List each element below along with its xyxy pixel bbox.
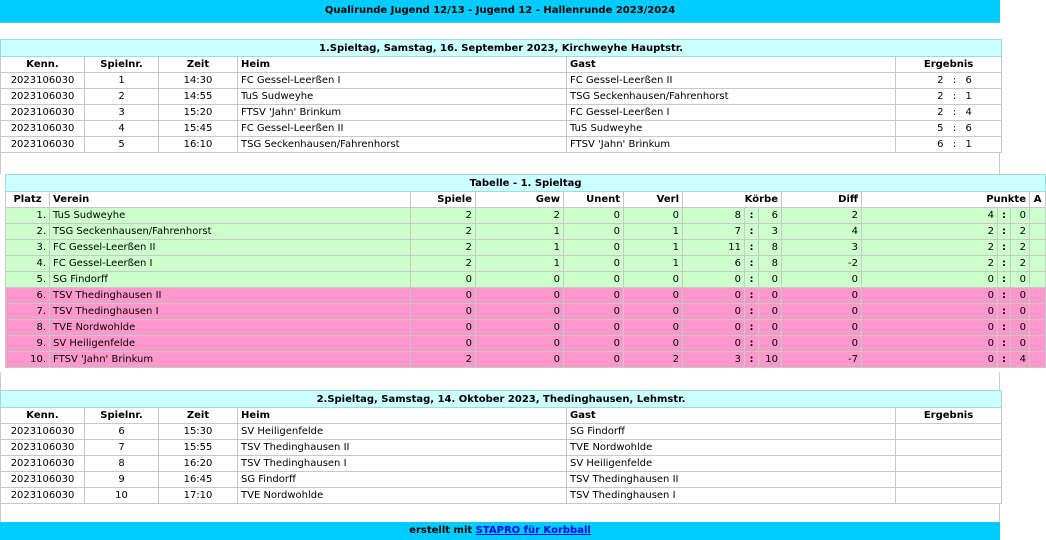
row-gew: 1: [476, 240, 564, 256]
row-punkte-sep: :: [998, 352, 1011, 368]
game-row: [1, 121, 1002, 137]
row-gew: 0: [476, 304, 564, 320]
game-gast: FC Gessel-Leerßen I: [567, 105, 896, 121]
row-koerbe-for: 8: [683, 208, 745, 224]
game-score-away: 4: [964, 105, 1002, 121]
game-gast: TuS Sudweyhe: [567, 121, 896, 137]
row-punkte-sep: :: [998, 208, 1011, 224]
row-unent: 0: [564, 272, 624, 288]
game-heim: SG Findorff: [238, 472, 567, 488]
row-koerbe-against: 0: [759, 304, 782, 320]
row-punkte-minus: 2: [1011, 224, 1030, 240]
row-platz: 5.: [6, 272, 50, 288]
row-verein: TVE Nordwohlde: [50, 320, 411, 336]
row-punkte-plus: 0: [862, 304, 998, 320]
game-heim: FC Gessel-Leerßen II: [238, 121, 567, 137]
row-spiele: 0: [411, 304, 476, 320]
row-koerbe-for: 0: [683, 272, 745, 288]
game-zeit: 16:10: [159, 137, 238, 153]
col-ergebnis: Ergebnis: [896, 408, 1002, 424]
row-spiele: 0: [411, 336, 476, 352]
page-footer: [0, 522, 1000, 540]
row-platz: 3.: [6, 240, 50, 256]
row-koerbe-against: 10: [759, 352, 782, 368]
row-unent: 0: [564, 352, 624, 368]
game-kenn: 2023106030: [1, 424, 85, 440]
game-row: [1, 137, 1002, 153]
col-unent: Unent: [564, 192, 624, 208]
row-punkte-plus: 4: [862, 208, 998, 224]
row-koerbe-for: 7: [683, 224, 745, 240]
game-heim: FTSV 'Jahn' Brinkum: [238, 105, 567, 121]
row-diff: 0: [782, 320, 862, 336]
game-score-home: 6: [896, 137, 946, 153]
standings-row: [6, 352, 1046, 368]
row-platz: 1.: [6, 208, 50, 224]
row-gew: 0: [476, 336, 564, 352]
col-zeit: Zeit: [159, 57, 238, 73]
page-header: [0, 0, 1000, 23]
game-row: [1, 89, 1002, 105]
col-kenn: Kenn.: [1, 57, 85, 73]
col-spiele: Spiele: [411, 192, 476, 208]
game-score-home: 2: [896, 105, 946, 121]
row-punkte-plus: 0: [862, 352, 998, 368]
row-punkte-minus: 0: [1011, 336, 1030, 352]
game-score-home: 5: [896, 121, 946, 137]
row-punkte-sep: :: [998, 272, 1011, 288]
row-koerbe-against: 0: [759, 272, 782, 288]
game-score-sep: :: [946, 89, 964, 105]
row-gew: 2: [476, 208, 564, 224]
round2-schedule: [0, 390, 1002, 504]
row-a: [1030, 224, 1046, 240]
game-row: [1, 440, 1002, 456]
col-kenn: Kenn.: [1, 408, 85, 424]
row-koerbe-sep: :: [745, 272, 759, 288]
row-a: [1030, 208, 1046, 224]
col-platz: Platz: [6, 192, 50, 208]
row-a: [1030, 352, 1046, 368]
game-gast: SV Heiligenfelde: [567, 456, 896, 472]
game-score-empty: [896, 456, 1002, 472]
game-kenn: 2023106030: [1, 472, 85, 488]
row-platz: 8.: [6, 320, 50, 336]
game-kenn: 2023106030: [1, 89, 85, 105]
game-kenn: 2023106030: [1, 488, 85, 504]
row-verl: 0: [624, 320, 683, 336]
row-punkte-minus: 2: [1011, 256, 1030, 272]
row-unent: 0: [564, 304, 624, 320]
row-spiele: 0: [411, 288, 476, 304]
standings-header-row: [6, 192, 1046, 208]
game-score-empty: [896, 472, 1002, 488]
row-verl: 0: [624, 304, 683, 320]
game-score-home: 2: [896, 73, 946, 89]
row-verl: 0: [624, 288, 683, 304]
row-koerbe-sep: :: [745, 288, 759, 304]
row-verl: 2: [624, 352, 683, 368]
row-spiele: 2: [411, 256, 476, 272]
game-nr: 7: [85, 440, 159, 456]
row-diff: 3: [782, 240, 862, 256]
game-nr: 6: [85, 424, 159, 440]
row-koerbe-sep: :: [745, 336, 759, 352]
standings-row: [6, 304, 1046, 320]
game-gast: FTSV 'Jahn' Brinkum: [567, 137, 896, 153]
row-unent: 0: [564, 224, 624, 240]
row-a: [1030, 304, 1046, 320]
game-nr: 4: [85, 121, 159, 137]
game-nr: 10: [85, 488, 159, 504]
row-diff: 4: [782, 224, 862, 240]
row-verein: TuS Sudweyhe: [50, 208, 411, 224]
col-zeit: Zeit: [159, 408, 238, 424]
row-a: [1030, 256, 1046, 272]
game-gast: FC Gessel-Leerßen II: [567, 73, 896, 89]
row-a: [1030, 240, 1046, 256]
row-verein: SG Findorff: [50, 272, 411, 288]
standings-row: [6, 256, 1046, 272]
row-gew: 0: [476, 288, 564, 304]
row-punkte-plus: 0: [862, 272, 998, 288]
row-platz: 6.: [6, 288, 50, 304]
row-verl: 0: [624, 336, 683, 352]
row-unent: 0: [564, 320, 624, 336]
game-zeit: 14:30: [159, 73, 238, 89]
row-koerbe-against: 0: [759, 320, 782, 336]
col-koerbe: Körbe: [683, 192, 782, 208]
row-verein: FTSV 'Jahn' Brinkum: [50, 352, 411, 368]
standings-title: Tabelle - 1. Spieltag: [6, 175, 1046, 192]
row-verein: FC Gessel-Leerßen I: [50, 256, 411, 272]
row-gew: 1: [476, 256, 564, 272]
row-verl: 0: [624, 208, 683, 224]
row-punkte-sep: :: [998, 336, 1011, 352]
game-kenn: 2023106030: [1, 137, 85, 153]
row-koerbe-for: 11: [683, 240, 745, 256]
row-punkte-plus: 0: [862, 288, 998, 304]
col-spielnr: Spielnr.: [85, 408, 159, 424]
game-gast: TVE Nordwohlde: [567, 440, 896, 456]
row-koerbe-for: 6: [683, 256, 745, 272]
row-spiele: 0: [411, 272, 476, 288]
row-punkte-sep: :: [998, 240, 1011, 256]
col-heim: Heim: [238, 408, 567, 424]
standings-row: [6, 224, 1046, 240]
row-punkte-plus: 0: [862, 320, 998, 336]
standings-row: [6, 320, 1046, 336]
standings-row: [6, 288, 1046, 304]
round2-title: 2.Spieltag, Samstag, 14. Oktober 2023, Thedinghausen, Lehmstr.: [1, 391, 1002, 408]
row-diff: -2: [782, 256, 862, 272]
row-koerbe-sep: :: [745, 304, 759, 320]
row-punkte-minus: 4: [1011, 352, 1030, 368]
row-platz: 9.: [6, 336, 50, 352]
row-spiele: 2: [411, 352, 476, 368]
col-gew: Gew: [476, 192, 564, 208]
standings-table: [5, 174, 1046, 368]
row-gew: 1: [476, 224, 564, 240]
round2-header-row: [1, 408, 1002, 424]
row-spiele: 2: [411, 208, 476, 224]
game-zeit: 15:45: [159, 121, 238, 137]
standings-row: [6, 336, 1046, 352]
game-zeit: 15:55: [159, 440, 238, 456]
row-punkte-plus: 2: [862, 224, 998, 240]
game-score-sep: :: [946, 73, 964, 89]
row-koerbe-against: 8: [759, 256, 782, 272]
stapro-link[interactable]: STAPRO für Korbball: [475, 525, 591, 536]
col-punkte: Punkte: [862, 192, 1030, 208]
row-koerbe-for: 0: [683, 336, 745, 352]
row-unent: 0: [564, 256, 624, 272]
row-platz: 2.: [6, 224, 50, 240]
row-punkte-minus: 0: [1011, 208, 1030, 224]
row-punkte-minus: 0: [1011, 304, 1030, 320]
game-heim: SV Heiligenfelde: [238, 424, 567, 440]
row-punkte-sep: :: [998, 288, 1011, 304]
standings-row: [6, 240, 1046, 256]
row-punkte-minus: 0: [1011, 288, 1030, 304]
game-row: [1, 424, 1002, 440]
game-score-empty: [896, 424, 1002, 440]
row-koerbe-for: 0: [683, 288, 745, 304]
game-nr: 9: [85, 472, 159, 488]
row-spiele: 2: [411, 224, 476, 240]
round1-header-row: [1, 57, 1002, 73]
row-punkte-sep: :: [998, 224, 1011, 240]
row-koerbe-sep: :: [745, 240, 759, 256]
row-spiele: 0: [411, 320, 476, 336]
game-score-empty: [896, 488, 1002, 504]
game-score-sep: :: [946, 137, 964, 153]
game-kenn: 2023106030: [1, 73, 85, 89]
game-row: [1, 456, 1002, 472]
row-a: [1030, 272, 1046, 288]
game-zeit: 15:20: [159, 105, 238, 121]
row-unent: 0: [564, 240, 624, 256]
row-gew: 0: [476, 320, 564, 336]
standings-row: [6, 272, 1046, 288]
row-koerbe-sep: :: [745, 208, 759, 224]
row-koerbe-against: 3: [759, 224, 782, 240]
game-kenn: 2023106030: [1, 105, 85, 121]
row-unent: 0: [564, 208, 624, 224]
row-koerbe-for: 0: [683, 320, 745, 336]
game-zeit: 15:30: [159, 424, 238, 440]
row-platz: 4.: [6, 256, 50, 272]
game-score-away: 1: [964, 137, 1002, 153]
row-a: [1030, 320, 1046, 336]
row-diff: 0: [782, 336, 862, 352]
game-zeit: 17:10: [159, 488, 238, 504]
game-heim: TuS Sudweyhe: [238, 89, 567, 105]
col-ergebnis: Ergebnis: [896, 57, 1002, 73]
game-score-home: 2: [896, 89, 946, 105]
row-koerbe-against: 0: [759, 288, 782, 304]
game-zeit: 16:20: [159, 456, 238, 472]
row-diff: 2: [782, 208, 862, 224]
page-title: Qualirunde Jugend 12/13 - Jugend 12 - Hallenrunde 2023/2024: [324, 5, 676, 16]
row-koerbe-against: 0: [759, 336, 782, 352]
col-diff: Diff: [782, 192, 862, 208]
game-heim: TSV Thedinghausen II: [238, 440, 567, 456]
row-verein: SV Heiligenfelde: [50, 336, 411, 352]
col-gast: Gast: [567, 408, 896, 424]
row-punkte-sep: :: [998, 320, 1011, 336]
row-koerbe-against: 8: [759, 240, 782, 256]
spacer-1: [0, 152, 1000, 174]
spacer-2: [0, 372, 1000, 390]
col-a: A: [1030, 192, 1046, 208]
game-score-away: 1: [964, 89, 1002, 105]
row-koerbe-sep: :: [745, 320, 759, 336]
game-nr: 2: [85, 89, 159, 105]
row-a: [1030, 336, 1046, 352]
row-punkte-sep: :: [998, 304, 1011, 320]
row-diff: 0: [782, 272, 862, 288]
game-score-away: 6: [964, 73, 1002, 89]
game-heim: TSV Thedinghausen I: [238, 456, 567, 472]
standings-row: [6, 208, 1046, 224]
game-nr: 3: [85, 105, 159, 121]
col-spielnr: Spielnr.: [85, 57, 159, 73]
game-gast: TSV Thedinghausen II: [567, 472, 896, 488]
round1-schedule: [0, 39, 1002, 153]
game-score-sep: :: [946, 121, 964, 137]
row-punkte-minus: 0: [1011, 272, 1030, 288]
row-verein: TSV Thedinghausen II: [50, 288, 411, 304]
footer-prefix: erstellt mit: [409, 525, 473, 536]
row-verein: FC Gessel-Leerßen II: [50, 240, 411, 256]
game-score-empty: [896, 440, 1002, 456]
row-koerbe-for: 0: [683, 304, 745, 320]
row-koerbe-sep: :: [745, 224, 759, 240]
round1-title: 1.Spieltag, Samstag, 16. September 2023, Kirchweyhe Hauptstr.: [1, 40, 1002, 57]
row-verl: 1: [624, 224, 683, 240]
col-gast: Gast: [567, 57, 896, 73]
row-gew: 0: [476, 352, 564, 368]
row-koerbe-against: 6: [759, 208, 782, 224]
spacer-3: [0, 504, 1000, 522]
game-heim: FC Gessel-Leerßen I: [238, 73, 567, 89]
row-platz: 7.: [6, 304, 50, 320]
row-diff: 0: [782, 288, 862, 304]
game-heim: TVE Nordwohlde: [238, 488, 567, 504]
game-score-sep: :: [946, 105, 964, 121]
row-verl: 0: [624, 272, 683, 288]
row-verein: TSV Thedinghausen I: [50, 304, 411, 320]
col-verein: Verein: [50, 192, 411, 208]
row-diff: 0: [782, 304, 862, 320]
game-row: [1, 488, 1002, 504]
game-gast: TSG Seckenhausen/Fahrenhorst: [567, 89, 896, 105]
game-kenn: 2023106030: [1, 440, 85, 456]
row-koerbe-sep: :: [745, 352, 759, 368]
col-verl: Verl: [624, 192, 683, 208]
row-punkte-sep: :: [998, 256, 1011, 272]
row-koerbe-sep: :: [745, 256, 759, 272]
game-gast: SG Findorff: [567, 424, 896, 440]
game-kenn: 2023106030: [1, 121, 85, 137]
game-row: [1, 105, 1002, 121]
game-heim: TSG Seckenhausen/Fahrenhorst: [238, 137, 567, 153]
row-punkte-plus: 2: [862, 240, 998, 256]
row-verein: TSG Seckenhausen/Fahrenhorst: [50, 224, 411, 240]
game-nr: 8: [85, 456, 159, 472]
row-unent: 0: [564, 336, 624, 352]
row-punkte-plus: 2: [862, 256, 998, 272]
game-kenn: 2023106030: [1, 456, 85, 472]
row-unent: 0: [564, 288, 624, 304]
game-nr: 5: [85, 137, 159, 153]
row-punkte-minus: 2: [1011, 240, 1030, 256]
row-punkte-plus: 0: [862, 336, 998, 352]
row-koerbe-for: 3: [683, 352, 745, 368]
row-verl: 1: [624, 240, 683, 256]
game-row: [1, 73, 1002, 89]
row-diff: -7: [782, 352, 862, 368]
game-score-away: 6: [964, 121, 1002, 137]
row-a: [1030, 288, 1046, 304]
row-verl: 1: [624, 256, 683, 272]
game-zeit: 14:55: [159, 89, 238, 105]
row-gew: 0: [476, 272, 564, 288]
game-zeit: 16:45: [159, 472, 238, 488]
row-punkte-minus: 0: [1011, 320, 1030, 336]
game-gast: TSV Thedinghausen I: [567, 488, 896, 504]
row-spiele: 2: [411, 240, 476, 256]
game-row: [1, 472, 1002, 488]
row-platz: 10.: [6, 352, 50, 368]
game-nr: 1: [85, 73, 159, 89]
col-heim: Heim: [238, 57, 567, 73]
